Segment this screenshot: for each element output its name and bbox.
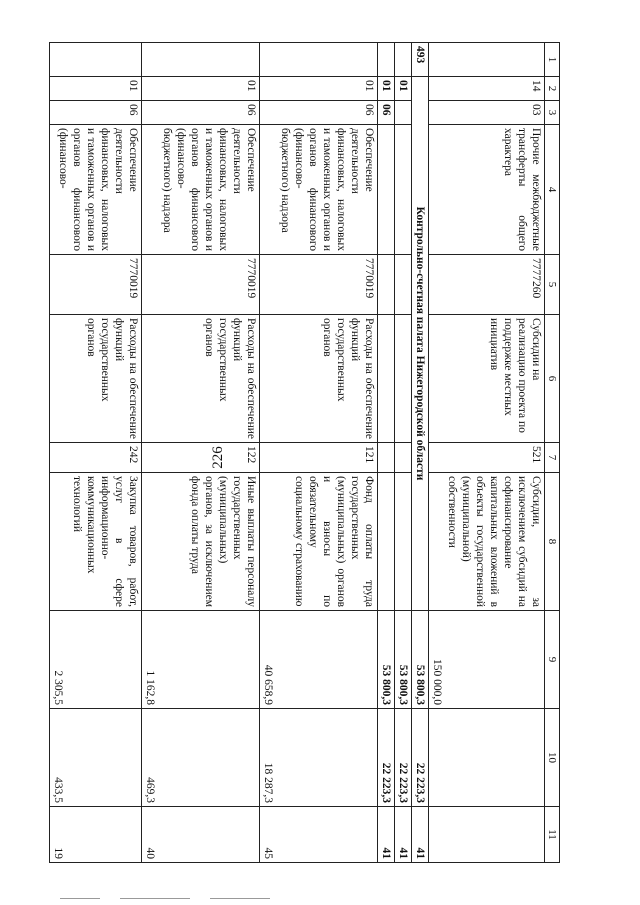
- table-row: [142, 43, 260, 863]
- cell-c11: [429, 807, 545, 863]
- cell-c8: [395, 473, 412, 611]
- cell-c8: Иные выплаты персоналу государственных (муниципальных) органов, за исключением фонда оплаты труда: [142, 473, 260, 611]
- cell-c8: [378, 473, 395, 611]
- cell-c7: [378, 443, 395, 473]
- cell-c10: 433,5: [50, 709, 142, 807]
- cell-c6: Расходы на обеспечение функций государственных органов: [142, 315, 260, 443]
- cell-c2: 01: [50, 77, 142, 101]
- cell-c7: 521: [429, 443, 545, 473]
- cell-c1: [429, 43, 545, 77]
- cell-c4: [395, 125, 412, 255]
- cell-c10: 22 223,3: [395, 709, 412, 807]
- cell-c11: 41: [395, 807, 412, 863]
- cell-c4: Обеспечение деятельности финансовых, налоговых и таможенных органов и органов финансового (финансово-бюджетного) надзора: [142, 125, 260, 255]
- cell-c5: [378, 255, 395, 315]
- cell-c10: 18 287,3: [260, 709, 378, 807]
- table-row: [260, 43, 378, 863]
- cell-c10: 22 223,3: [378, 709, 395, 807]
- cell-c5: [395, 255, 412, 315]
- cell-c11: 41: [378, 807, 395, 863]
- column-header: 1: [545, 43, 560, 77]
- column-header: 6: [545, 315, 560, 443]
- cell-c1: [378, 43, 395, 77]
- cell-c2: 01: [395, 77, 412, 101]
- scan-edge-marks: [0, 895, 640, 905]
- table-row: [50, 43, 142, 863]
- cell-c9: 53 800,3: [378, 611, 395, 709]
- column-header: 3: [545, 101, 560, 125]
- cell-c1: [142, 43, 260, 77]
- cell-c4: Обеспечение деятельности финансовых, налоговых и таможенных органов и органов финансового (финансово-бюджетного) надзора: [260, 125, 378, 255]
- cell-c7: 122: [142, 443, 260, 473]
- cell-c8: Закупка товаров, работ, услуг в сфере информационно-коммуникационных технологий: [50, 473, 142, 611]
- cell-c11: 45: [260, 807, 378, 863]
- cell-c8: Фонд оплаты труда государственных (муниципальных) органов и взносы по обязательному социальному страхованию: [260, 473, 378, 611]
- column-header: 9: [545, 611, 560, 709]
- cell-c3: 06: [260, 101, 378, 125]
- cell-c6: Субсидии на реализацию проекта по поддержке местных инициатив: [429, 315, 545, 443]
- column-header: 4: [545, 125, 560, 255]
- cell-c3: 06: [142, 101, 260, 125]
- cell-c9: 40 658,9: [260, 611, 378, 709]
- cell-c3: 03: [429, 101, 545, 125]
- cell-c3: [395, 101, 412, 125]
- cell-c11: 40: [142, 807, 260, 863]
- cell-c1: [50, 43, 142, 77]
- cell-c9: 53 800,3: [395, 611, 412, 709]
- cell-c1: [395, 43, 412, 77]
- cell-c7: [395, 443, 412, 473]
- cell-c6: [378, 315, 395, 443]
- cell-c9: 53 800,3: [412, 611, 429, 709]
- column-header-row: [545, 43, 560, 863]
- cell-c7: 121: [260, 443, 378, 473]
- cell-c5: 7770019: [260, 255, 378, 315]
- page-number: 226: [209, 446, 226, 469]
- table-row: [378, 43, 395, 863]
- cell-c3: 06: [50, 101, 142, 125]
- column-header: 7: [545, 443, 560, 473]
- cell-c4: Прочие межбюджетные трансферты общего характера: [429, 125, 545, 255]
- org-name: Контрольно-счетная палата Нижегородской области: [412, 77, 429, 611]
- table-row: [429, 43, 545, 863]
- cell-c1: [260, 43, 378, 77]
- cell-c11: 41: [412, 807, 429, 863]
- org-code: 493: [412, 43, 429, 77]
- budget-table-sheet: [52, 42, 560, 862]
- cell-c6: [395, 315, 412, 443]
- cell-c2: 01: [378, 77, 395, 101]
- cell-c6: Расходы на обеспечение функций государственных органов: [50, 315, 142, 443]
- organization-row: [412, 43, 429, 863]
- cell-c2: 01: [260, 77, 378, 101]
- cell-c5: 7777260: [429, 255, 545, 315]
- column-header: 2: [545, 77, 560, 101]
- column-header: 11: [545, 807, 560, 863]
- column-header: 8: [545, 473, 560, 611]
- cell-c9: 2 305,5: [50, 611, 142, 709]
- cell-c5: 7770019: [142, 255, 260, 315]
- cell-c9: 150 000,0: [429, 611, 545, 709]
- column-header: 10: [545, 709, 560, 807]
- cell-c3: 06: [378, 101, 395, 125]
- cell-c4: Обеспечение деятельности финансовых, налоговых и таможенных органов и органов финансового (финансово-: [50, 125, 142, 255]
- budget-table: [49, 42, 560, 863]
- column-header: 5: [545, 255, 560, 315]
- cell-c2: 01: [142, 77, 260, 101]
- cell-c6: Расходы на обеспечение функций государственных органов: [260, 315, 378, 443]
- cell-c10: 22 223,3: [412, 709, 429, 807]
- cell-c9: 1 162,8: [142, 611, 260, 709]
- cell-c5: 7770019: [50, 255, 142, 315]
- cell-c11: 19: [50, 807, 142, 863]
- cell-c2: 14: [429, 77, 545, 101]
- cell-c10: 469,3: [142, 709, 260, 807]
- cell-c10: [429, 709, 545, 807]
- cell-c7: 242: [50, 443, 142, 473]
- cell-c4: [378, 125, 395, 255]
- table-row: [395, 43, 412, 863]
- cell-c8: Субсидии, за исключением субсидий на софинансирование капитальных вложений в объекты государственной (муниципальной) собственности: [429, 473, 545, 611]
